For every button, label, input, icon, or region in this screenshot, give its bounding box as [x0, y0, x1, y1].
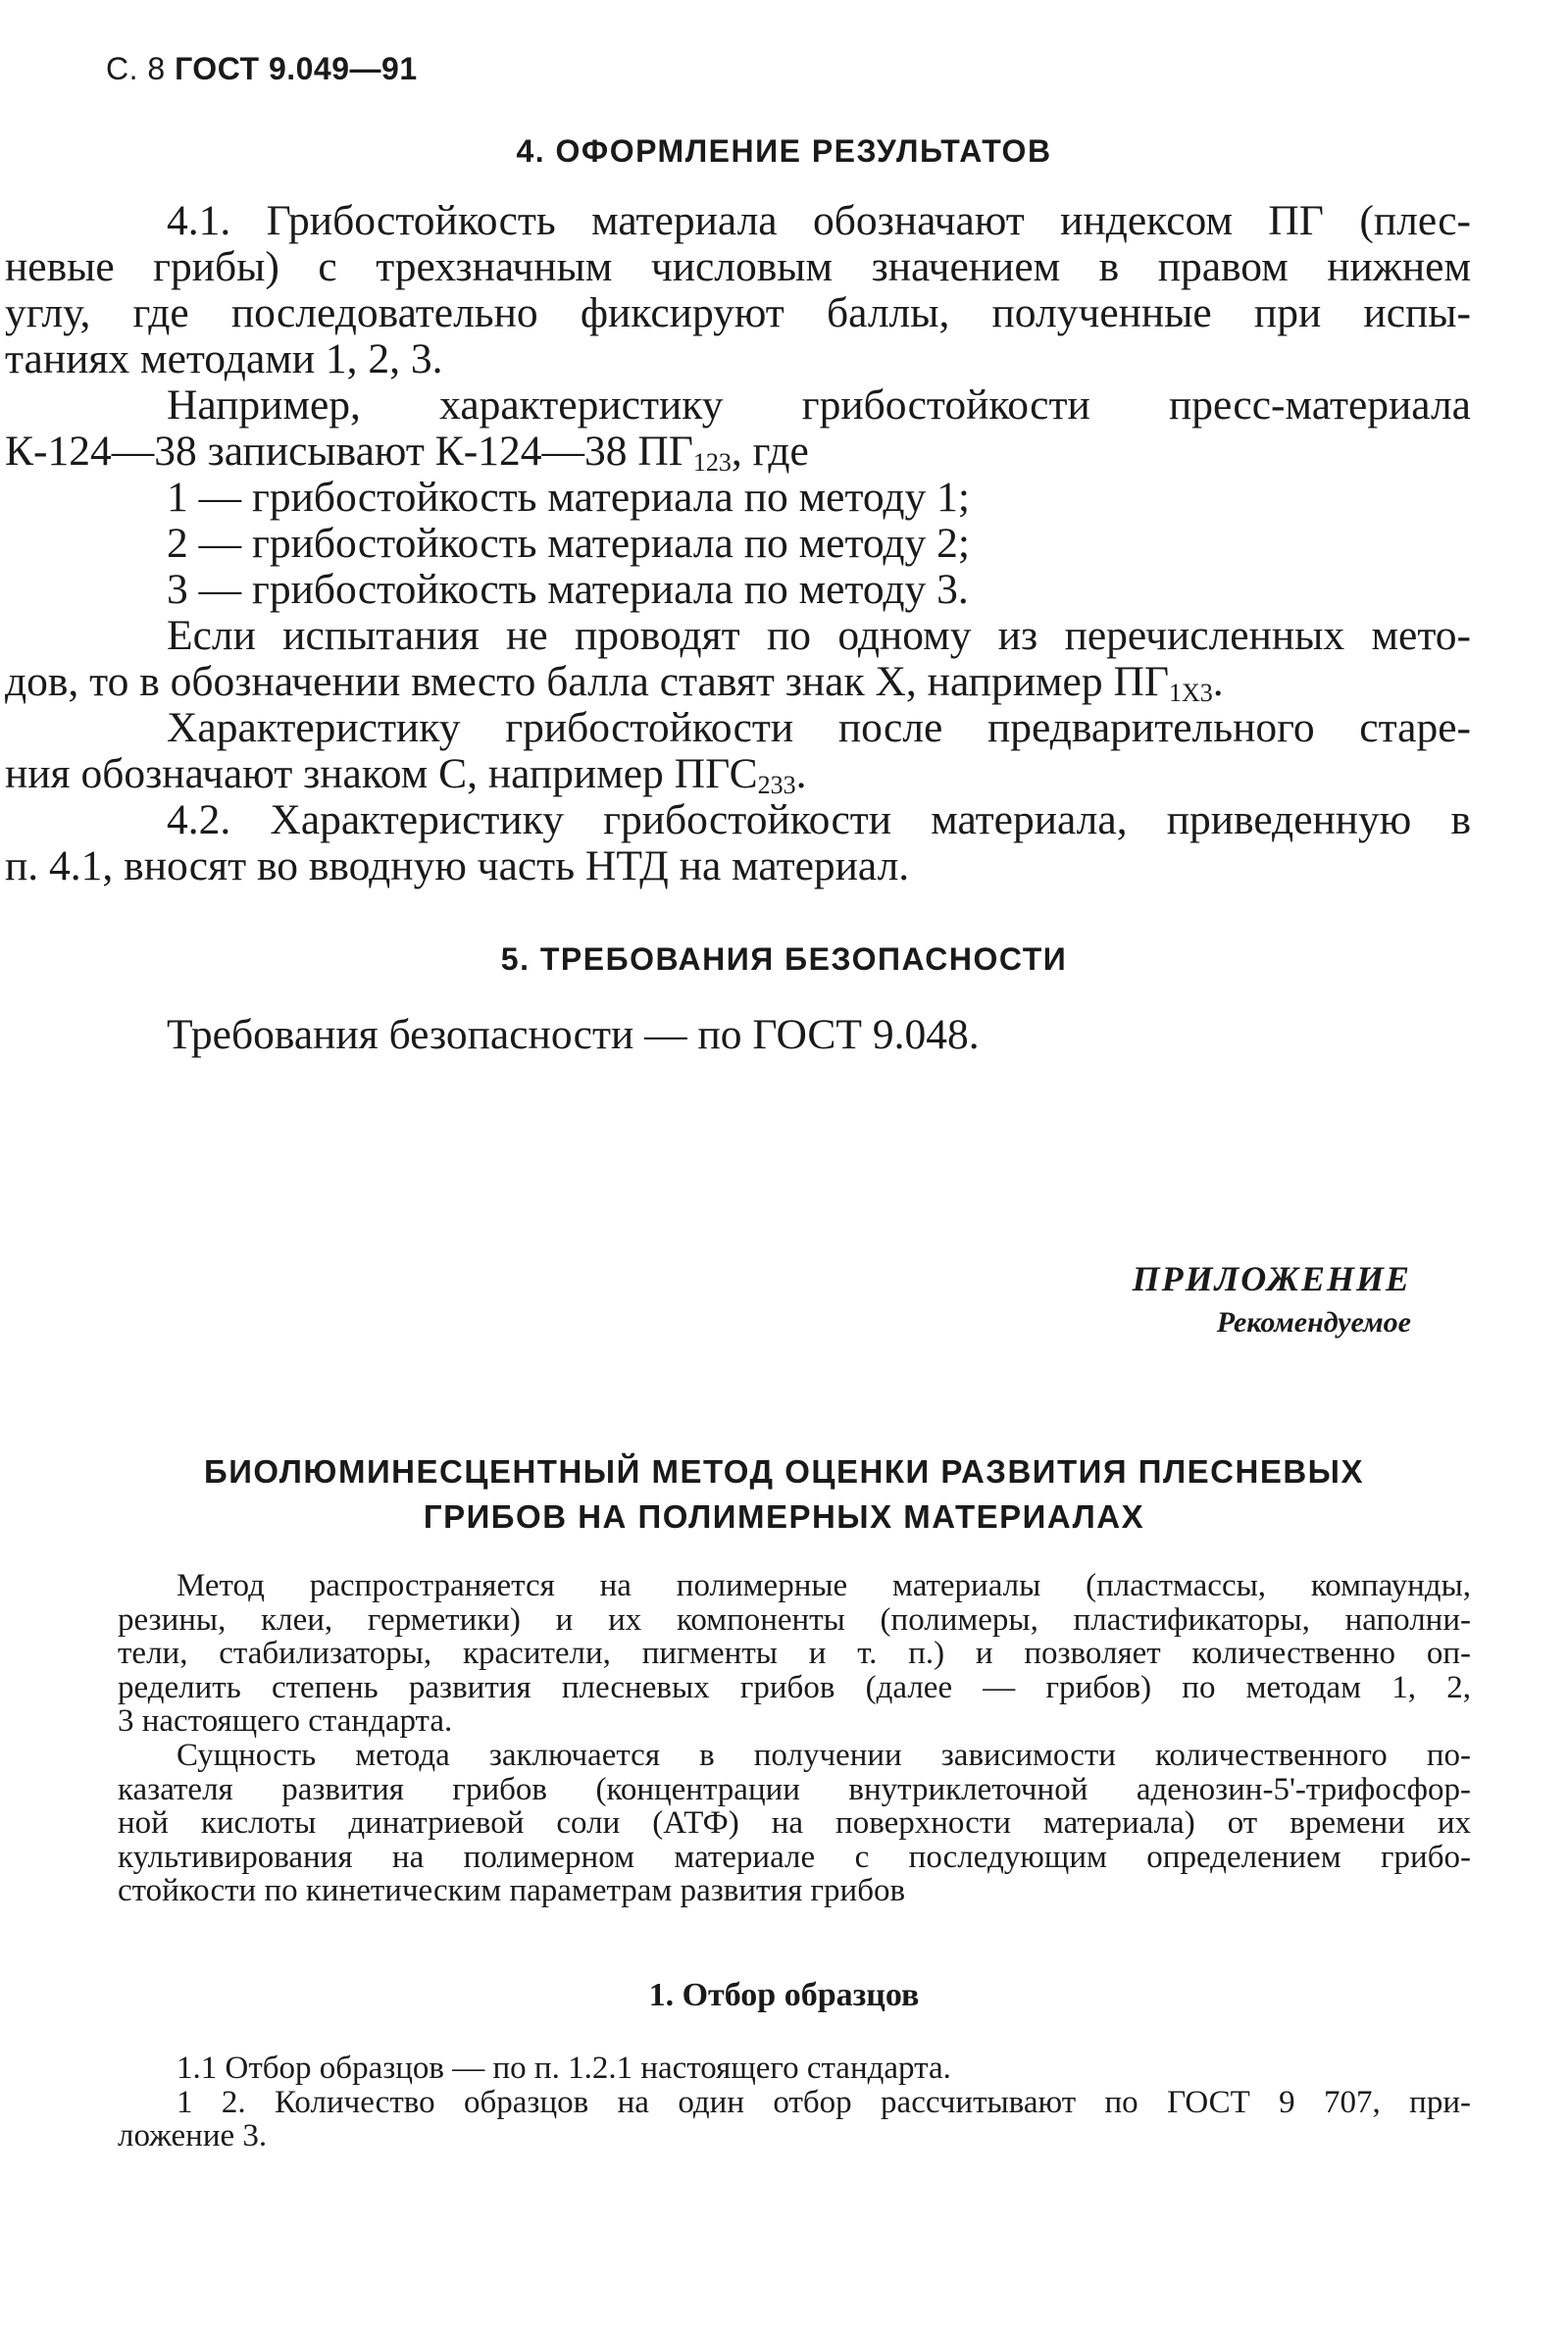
body-line: Например, характеристику грибостойкости пресс-материала: [167, 381, 1471, 429]
section-4-heading: 4. ОФОРМЛЕНИЕ РЕЗУЛЬТАТОВ: [516, 133, 1052, 169]
appendix-heading-line: ГРИБОВ НА ПОЛИМЕРНЫХ МАТЕРИАЛАХ: [423, 1498, 1145, 1535]
body-line: 1 2. Количество образцов на один отбор рассчитывают по ГОСТ 9 707, при-: [177, 2084, 1471, 2120]
section-5-heading: 5. ТРЕБОВАНИЯ БЕЗОПАСНОСТИ: [500, 941, 1068, 977]
body-line: 1.1 Отбор образцов — по п. 1.2.1 настоящего стандарта.: [177, 2051, 951, 2086]
appendix-heading-line: БИОЛЮМИНЕСЦЕНТНЫЙ МЕТОД ОЦЕНКИ РАЗВИТИЯ ПЛЕСНЕВЫХ: [203, 1453, 1364, 1490]
body-line: стойкости по кинетическим параметрам развития грибов: [118, 1873, 906, 1908]
page-number: С. 8: [106, 51, 166, 86]
body-line: Требования безопасности — по ГОСТ 9.048.: [167, 1011, 980, 1058]
body-line: 4.1. Грибостойкость материала обозначают индексом ПГ (плес-: [167, 197, 1471, 244]
body-line: Метод распространяется на полимерные материалы (пластмассы, компаунды,: [177, 1568, 1471, 1603]
body-line: тели, стабилизаторы, красители, пигменты и т. п.) и позволяет количественно оп-: [118, 1636, 1471, 1671]
list-item: 3 — грибостойкость материала по методу 3.: [167, 566, 969, 613]
appendix-paragraph-2: [118, 1739, 1471, 1908]
appendix-paragraph-1: [118, 1569, 1471, 1739]
body-line: ной кислоты динатриевой соли (АТФ) на поверхности материала) от времени их: [118, 1805, 1471, 1841]
body-line: невые грибы) с трехзначным числовым значением в правом нижнем: [5, 243, 1471, 290]
running-head: [106, 51, 418, 87]
body-line: Если испытания не проводят по одному из перечисленных мето-: [167, 612, 1471, 659]
body-line: дов, то в обозначении вместо балла ставят знак X, например $ПГ_{1Х3}$.: [5, 658, 1224, 707]
body-line: Характеристику грибостойкости после предварительного старе-: [167, 704, 1471, 751]
body-line: 4.2. Характеристику грибостойкости материала, приведенную в: [167, 796, 1471, 843]
appendix-heading: [0, 1449, 1568, 1540]
body-line: ния обозначают знаком С, например $ПГС_{233}$.: [5, 750, 807, 799]
example-line: К-124—38 записывают К-124—38 $ПГ_{123}$, где: [5, 428, 809, 477]
body-line: таниях методами 1, 2, 3.: [5, 335, 443, 382]
list-item: 2 — грибостойкость материала по методу 2;: [167, 520, 971, 567]
sampling-heading: 1. Отбор образцов: [648, 1977, 920, 2013]
body-line: 3 настоящего стандарта.: [118, 1703, 453, 1739]
section-5-body: [167, 1012, 1471, 1058]
body-line: культивирования на полимерном материале с последующим определением грибо-: [118, 1839, 1471, 1875]
body-line: казателя развития грибов (концентрации внутриклеточной аденозин-5'-трифосфор-: [118, 1771, 1471, 1807]
list-item: 1 — грибостойкость материала по методу 1;: [167, 474, 971, 521]
appendix-subtitle: Рекомендуемое: [1216, 1306, 1411, 1339]
body-line: ределить степень развития плесневых грибов (далее — грибов) по методам 1, 2,: [118, 1669, 1471, 1705]
section-4-body: [5, 197, 1471, 889]
body-line: п. 4.1, вносят во вводную часть НТД на материал.: [5, 842, 910, 889]
sampling-body: [118, 2051, 1471, 2153]
body-line: углу, где последовательно фиксируют баллы, полученные при испы-: [5, 289, 1471, 336]
body-line: Сущность метода заключается в получении зависимости количественного по-: [177, 1738, 1471, 1773]
standard-number: ГОСТ 9.049—91: [175, 51, 418, 86]
appendix-title: ПРИЛОЖЕНИЕ: [1132, 1259, 1411, 1298]
body-line: резины, клеи, герметики) и их компоненты (полимеры, пластификаторы, наполни-: [118, 1601, 1471, 1638]
body-line: ложение 3.: [118, 2118, 268, 2153]
